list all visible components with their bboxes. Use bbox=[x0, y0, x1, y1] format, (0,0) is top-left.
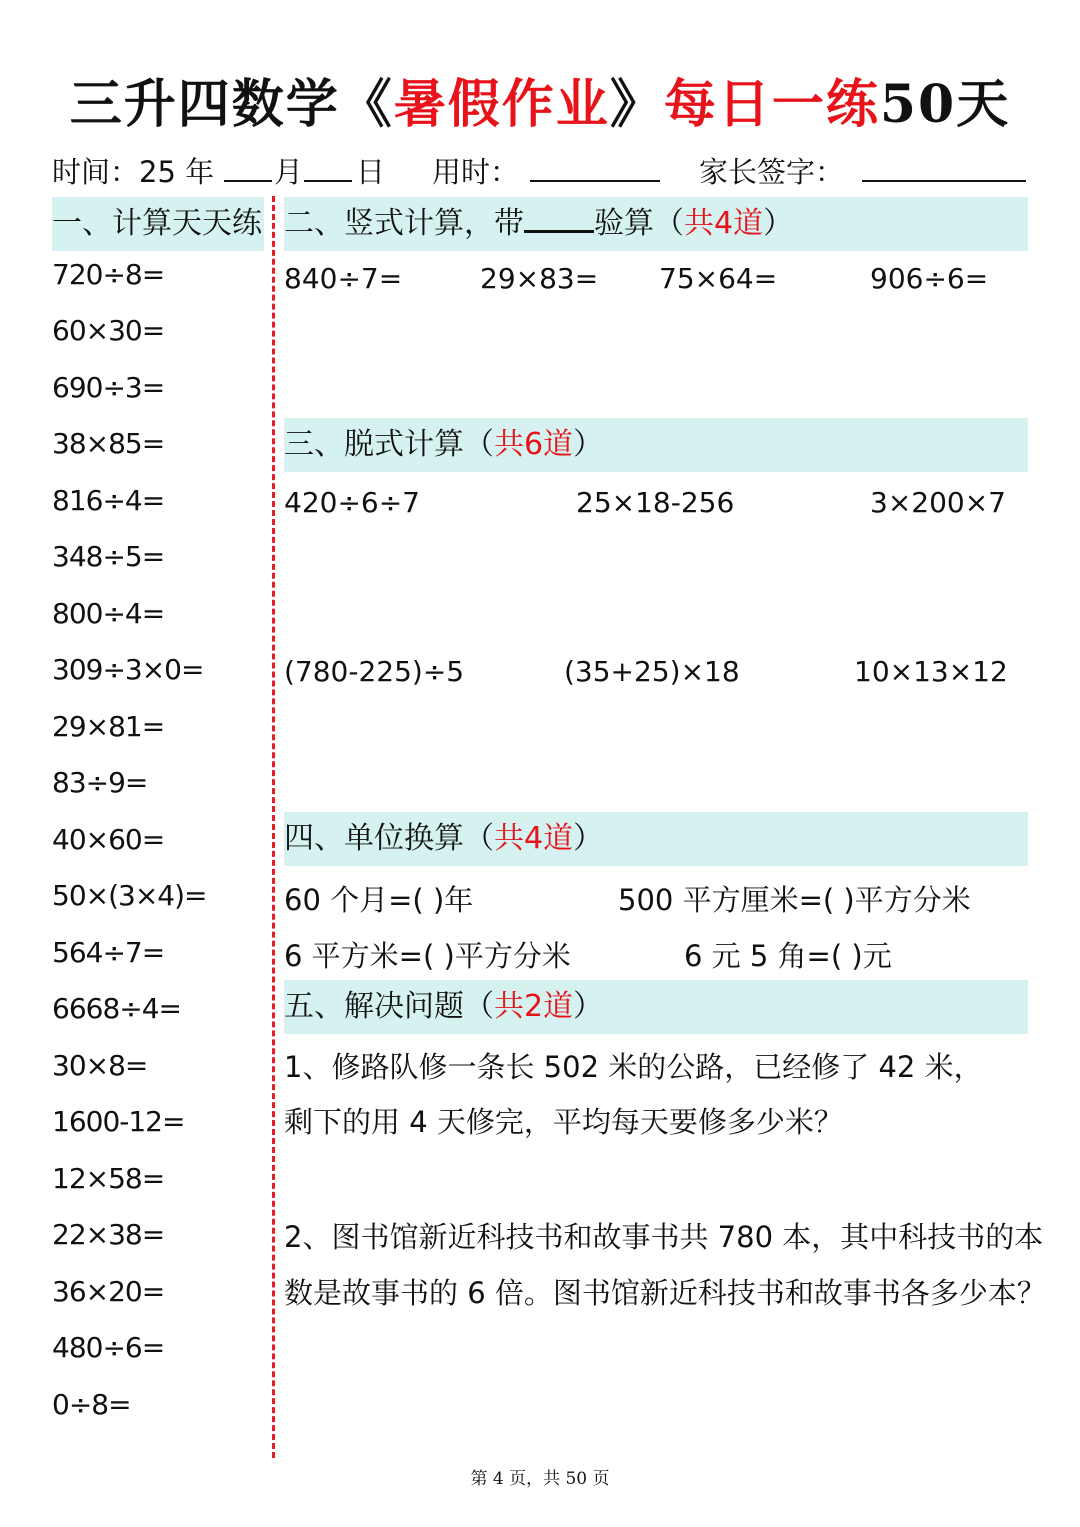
title-part5: 50天 bbox=[879, 74, 1011, 135]
month-label: 月 bbox=[274, 155, 304, 189]
section5-title: 五、解决问题（ bbox=[284, 989, 494, 1024]
unit-problem: 6 元 5 角=( )元 bbox=[684, 939, 892, 973]
month-blank[interactable] bbox=[224, 150, 272, 182]
stepwise-problem: (35+25)×18 bbox=[564, 655, 740, 688]
list-item: 29×81= bbox=[52, 710, 165, 743]
stepwise-problem: (780-225)÷5 bbox=[284, 655, 465, 688]
unit-problem: 60 个月=( )年 bbox=[284, 883, 474, 917]
word-problem-2-line2: 数是故事书的 6 倍。图书馆新近科技书和故事书各多少本？ bbox=[284, 1276, 1046, 1310]
vertical-problem: 29×83= bbox=[480, 262, 599, 295]
list-item: 40×60= bbox=[52, 823, 165, 856]
title-part4: 每日一练 bbox=[663, 74, 880, 135]
stepwise-problem: 420÷6÷7 bbox=[284, 486, 420, 519]
duration-label: 用时： bbox=[432, 155, 520, 189]
word-problem-1-line1: 1、修路队修一条长 502 米的公路，已经修了 42 米， bbox=[284, 1050, 983, 1084]
list-item: 564÷7= bbox=[52, 936, 165, 969]
unit-problem: 500 平方厘米=( )平方分米 bbox=[618, 883, 971, 917]
vertical-problem: 840÷7= bbox=[284, 262, 403, 295]
section2-close: ） bbox=[763, 206, 794, 241]
section4-count: 共4道 bbox=[494, 821, 574, 856]
signature-blank[interactable] bbox=[862, 150, 1026, 182]
section5-close: ） bbox=[573, 989, 604, 1024]
list-item: 348÷5= bbox=[52, 540, 165, 573]
list-item: 38×85= bbox=[52, 427, 165, 460]
section5-header bbox=[284, 980, 1028, 1034]
list-item: 1600-12= bbox=[52, 1105, 185, 1138]
page-footer: 第 4 页，共 50 页 bbox=[470, 1469, 610, 1489]
page-title bbox=[0, 62, 1080, 137]
section3-header bbox=[284, 418, 1028, 472]
list-item: 309÷3×0= bbox=[52, 653, 204, 686]
word-problem-2-line1: 2、图书馆新近科技书和故事书共 780 本，其中科技书的本 bbox=[284, 1220, 1044, 1254]
list-item: 690÷3= bbox=[52, 371, 165, 404]
duration-blank[interactable] bbox=[530, 150, 660, 182]
list-item: 816÷4= bbox=[52, 484, 165, 517]
time-label: 时间：25 年 bbox=[52, 155, 215, 189]
list-item: 50×(3×4)= bbox=[52, 879, 207, 912]
section4-header bbox=[284, 812, 1028, 866]
stepwise-problem: 3×200×7 bbox=[870, 486, 1006, 519]
list-item: 0÷8= bbox=[52, 1388, 131, 1421]
info-line bbox=[52, 150, 1032, 194]
section4-close: ） bbox=[573, 821, 604, 856]
section1-header bbox=[52, 197, 264, 251]
section4-title: 四、单位换算（ bbox=[284, 821, 494, 856]
stepwise-problem: 10×13×12 bbox=[854, 655, 1008, 688]
vertical-problem: 906÷6= bbox=[870, 262, 989, 295]
title-part1: 三升四数学《 bbox=[69, 74, 394, 135]
section1-title: 一、计算天天练 bbox=[52, 206, 262, 241]
section2-title-a: 二、竖式计算，带 bbox=[284, 206, 524, 241]
column-divider bbox=[272, 196, 275, 1458]
section3-count: 共6道 bbox=[494, 427, 574, 462]
list-item: 60×30= bbox=[52, 314, 165, 347]
day-label: 日 bbox=[356, 155, 386, 189]
unit-problem: 6 平方米=( )平方分米 bbox=[284, 939, 571, 973]
vertical-problem: 75×64= bbox=[659, 262, 778, 295]
list-item: 22×38= bbox=[52, 1218, 165, 1251]
word-problem-1-line2: 剩下的用 4 天修完，平均每天要修多少米？ bbox=[284, 1105, 843, 1139]
section2-header bbox=[284, 197, 1028, 251]
list-item: 800÷4= bbox=[52, 597, 165, 630]
list-item: 12×58= bbox=[52, 1162, 165, 1195]
day-blank[interactable] bbox=[304, 150, 352, 182]
verify-blank bbox=[524, 206, 594, 233]
list-item: 30×8= bbox=[52, 1049, 148, 1082]
section3-close: ） bbox=[573, 427, 604, 462]
list-item: 6668÷4= bbox=[52, 992, 181, 1025]
section2-title-b: 验算（ bbox=[594, 206, 684, 241]
signature-label: 家长签字： bbox=[699, 155, 845, 189]
list-item: 83÷9= bbox=[52, 766, 148, 799]
section3-title: 三、脱式计算（ bbox=[284, 427, 494, 462]
section5-count: 共2道 bbox=[494, 989, 574, 1024]
list-item: 480÷6= bbox=[52, 1331, 165, 1364]
list-item: 36×20= bbox=[52, 1275, 165, 1308]
stepwise-problem: 25×18-256 bbox=[576, 486, 735, 519]
title-part3: 》 bbox=[609, 74, 664, 135]
title-part2: 暑假作业 bbox=[393, 74, 610, 135]
list-item: 720÷8= bbox=[52, 258, 165, 291]
section2-count: 共4道 bbox=[684, 206, 764, 241]
